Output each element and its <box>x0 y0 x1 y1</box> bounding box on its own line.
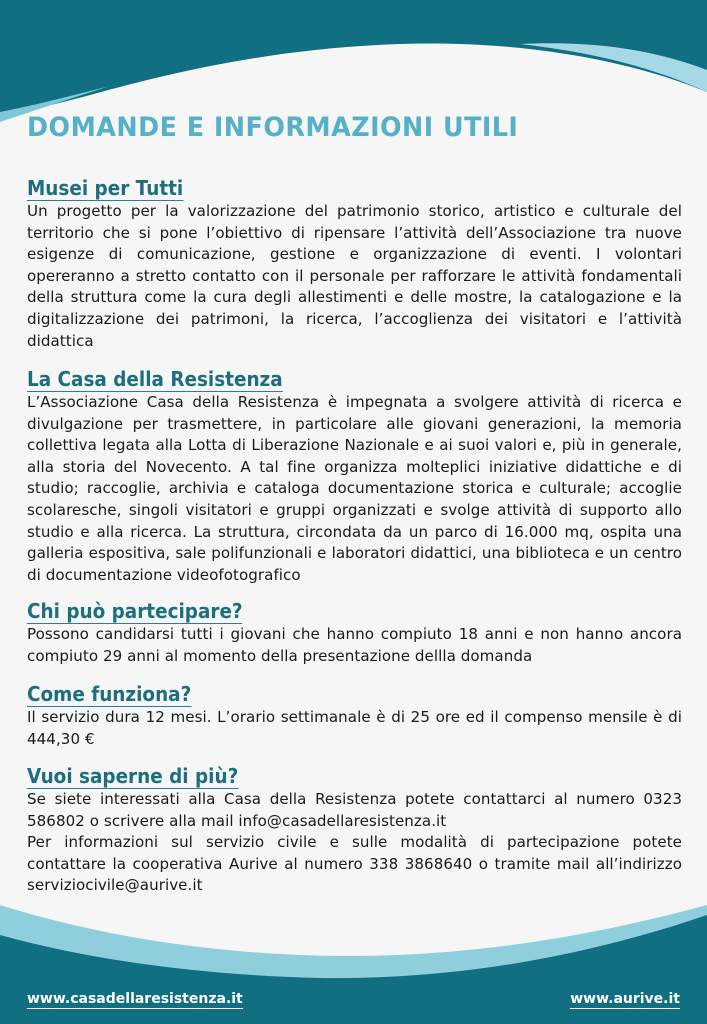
section-body-2: Per informazioni sul servizio civile e sulle modalità di partecipazione potete contattare la cooperativa Aurive al numero 338 3868640 o tramite mail all’indirizzo serviziocivile@aurive.it <box>27 833 682 895</box>
section-heading: Vuoi saperne di più? <box>27 764 239 788</box>
section-musei-per-tutti <box>27 176 682 352</box>
page-title: DOMANDE E INFORMAZIONI UTILI <box>27 112 519 143</box>
section-heading: Chi può partecipare? <box>27 599 243 623</box>
section-body: Se siete interessati alla Casa della Resistenza potete contattarci al numero 0323 586802 o scrivere alla mail info@casadellaresistenza.it <box>27 790 682 830</box>
section-come-funziona <box>27 682 682 750</box>
casadellaresistenza-link[interactable]: www.casadellaresistenza.it <box>27 991 243 1007</box>
section-casa-della-resistenza <box>27 367 682 586</box>
section-heading: Come funziona? <box>27 682 192 706</box>
section-heading: La Casa della Resistenza <box>27 367 283 391</box>
section-body: Possono candidarsi tutti i giovani che hanno compiuto 18 anni e non hanno ancora compiuto 29 anni al momento della presentazione dellla domanda <box>27 625 682 665</box>
section-body: Un progetto per la valorizzazione del patrimonio storico, artistico e culturale del territorio che si pone l’obiettivo di ripensare l’attività dell’Associazione tra nuove esigenze di comunicazione, gestione e organizzazione di eventi. I volontari opereranno a stretto contatto con il personale per rafforzare le attività fondamentali della struttura come la cura degli allestimenti e delle mostre, la catalogazione e la digitalizzazione dei patrimoni, la ricerca, l’accoglienza dei visitatori e l’attività didattica <box>27 202 682 350</box>
section-vuoi-saperne-di-piu <box>27 764 682 897</box>
section-heading: Musei per Tutti <box>27 176 184 200</box>
section-body: L’Associazione Casa della Resistenza è impegnata a svolgere attività di ricerca e divulgazione per trasmettere, in particolare alle giovani generazioni, la memoria collettiva legata alla Lotta di Liberazione Nazionale e ai suoi valori e, più in generale, alla storia del Novecento. A tal fine organizza molteplici iniziative didattiche e di studio; raccoglie, archivia e cataloga documentazione storica e culturale; accoglie scolaresche, singoli visitatori e gruppi organizzati e svolge attività di supporto allo studio e alla ricerca. La struttura, circondata da un parco di 16.000 mq, ospita una galleria espositiva, sale polifunzionali e laboratori didattici, una biblioteca e un centro di documentazione videofotografico <box>27 393 682 584</box>
aurive-link[interactable]: www.aurive.it <box>570 991 680 1007</box>
section-chi-puo-partecipare <box>27 599 682 667</box>
section-body: Il servizio dura 12 mesi. L’orario settimanale è di 25 ore ed il compenso mensile è di 444,30 € <box>27 708 682 748</box>
